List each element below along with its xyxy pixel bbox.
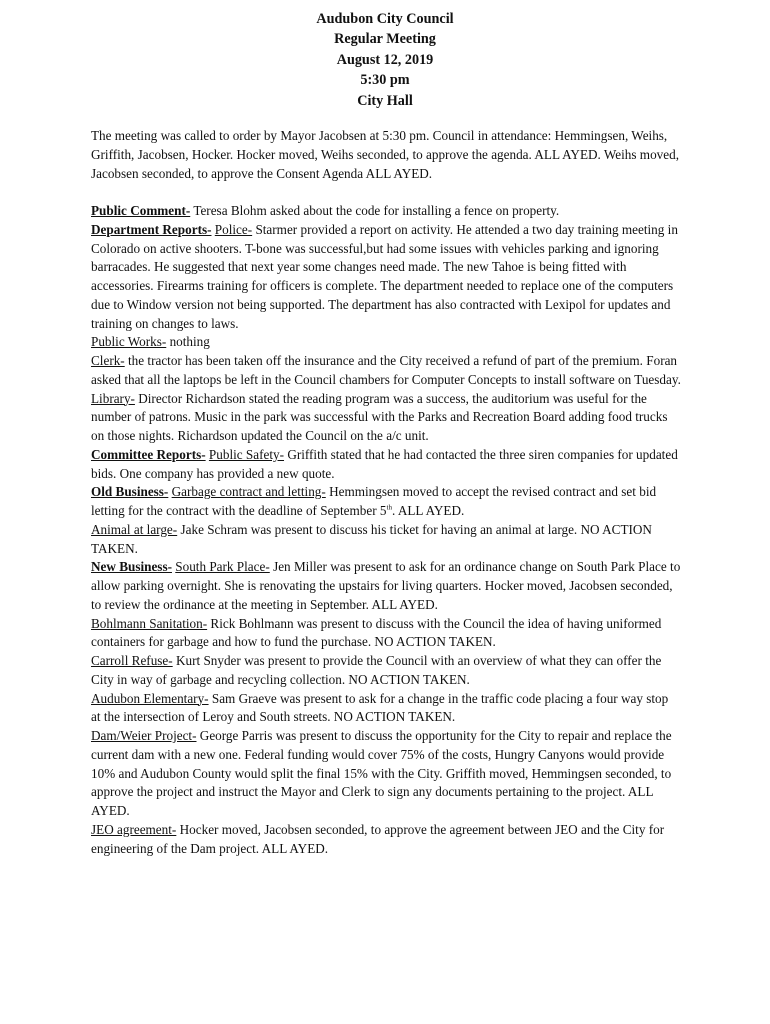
- dam-weier-project-label: Dam/Weier Project-: [91, 728, 197, 743]
- jeo-agreement-text: Hocker moved, Jacobsen seconded, to approve the agreement between JEO and the City for engineering of the Dam project. ALL AYED.: [91, 821, 665, 856]
- public-comment-paragraph: [91, 202, 681, 221]
- old-business-heading: Old Business-: [91, 484, 169, 500]
- public-comment-text: Teresa Blohm asked about the code for installing a fence on property.: [190, 203, 560, 218]
- clerk-text: the tractor has been taken off the insurance and the City received a refund of part of the premium. Foran asked that all the laptops be left in the Council chambers for Computer Concepts to install software on Tuesday.: [91, 353, 681, 387]
- bohlmann-sanitation-text: Rick Bohlmann was present to discuss with the Council the idea of having uniformed containers for garbage and how to fund the purchase. NO ACTION TAKEN.: [91, 615, 662, 650]
- clerk-label: Clerk-: [91, 353, 125, 368]
- jeo-agreement-label: JEO agreement-: [91, 821, 177, 837]
- carroll-refuse-paragraph: [91, 652, 681, 690]
- department-reports-paragraph: [91, 221, 681, 334]
- document-header: [0, 9, 770, 111]
- jeo-agreement-paragraph: [91, 821, 681, 859]
- bohlmann-sanitation-paragraph: [91, 615, 681, 653]
- ordinal-suffix: th: [386, 503, 392, 512]
- committee-reports-paragraph: [91, 446, 681, 484]
- carroll-refuse-label: Carroll Refuse-: [91, 653, 173, 668]
- police-text: Starmer provided a report on activity. He attended a two day training meeting in Colorado on active shooters. T-bone was successful,but had some issues with vehicles parking and ignoring barracades. He suggested that next year some changes need made. The new Tahoe is being fitted with accessories. Firearms training for officers is complete. The department needed to replace one of the computers due to Window version not being supported. The department has also contracted with Lexipol for updates and training on changes to laws.: [91, 221, 678, 331]
- animal-at-large-text: Jake Schram was present to discuss his ticket for having an animal at large. NO ACTION TAKEN.: [91, 521, 652, 556]
- dam-weier-project-paragraph: [91, 727, 681, 821]
- garbage-contract-label: Garbage contract and letting-: [171, 484, 326, 500]
- library-text: Director Richardson stated the reading program was a success, the auditorium was useful for the number of patrons. Music in the park was successful with the Parks and Recreation Board adding food trucks on those nights. Richardson updated the Council on the a/c unit.: [91, 390, 668, 443]
- south-park-place-label: South Park Place-: [175, 559, 270, 575]
- public-safety-text: Griffith stated that he had contacted the three siren companies for updated bids. One company has provided a new quote.: [91, 446, 678, 481]
- committee-reports-heading: Committee Reports-: [91, 446, 206, 462]
- audubon-elementary-paragraph: [91, 690, 681, 728]
- public-works-text: nothing: [166, 334, 210, 350]
- public-safety-label: Public Safety-: [208, 446, 285, 462]
- audubon-elementary-label: Audubon Elementary-: [91, 690, 209, 706]
- garbage-contract-text-end: . ALL AYED.: [391, 503, 465, 518]
- public-works-label: Public Works-: [91, 334, 167, 350]
- library-label: Library-: [91, 390, 135, 406]
- public-comment-heading: Public Comment-: [91, 203, 191, 218]
- new-business-heading: New Business-: [91, 559, 172, 575]
- council-name: Audubon City Council: [316, 11, 454, 27]
- meeting-type: Regular Meeting: [334, 31, 436, 48]
- new-business-paragraph: [91, 558, 681, 614]
- clerk-paragraph: [91, 352, 681, 390]
- animal-at-large-paragraph: [91, 521, 681, 559]
- dam-weier-project-text: George Parris was present to discuss the opportunity for the City to repair and replace the current dam with a new one. Federal funding would cover 75% of the costs, Hungry Canyons would provide 10% and Audubon County would split the final 15% with the City. Griffith moved, Hemmingsen seconded, to approve the project and instruct the Mayor and Clerk to sign any documents pertaining to the project. ALL AYED.: [91, 728, 672, 818]
- meeting-time: 5:30 pm: [360, 72, 410, 89]
- library-paragraph: [91, 390, 681, 446]
- opening-paragraph: The meeting was called to order by Mayor Jacobsen at 5:30 pm. Council in attendance: Hemmingsen, Weihs, Griffith, Jacobsen, Hocker. Hocker moved, Weihs seconded, to approve the agenda. ALL AYED. Weihs moved, Jacobsen seconded, to approve the Consent Agenda ALL AYED.: [91, 128, 679, 181]
- department-reports-heading: Department Reports-: [91, 221, 212, 237]
- audubon-elementary-text: Sam Graeve was present to ask for a change in the traffic code placing a four way stop at the intersection of Leroy and South streets. NO ACTION TAKEN.: [91, 690, 669, 725]
- public-works-paragraph: [91, 333, 681, 352]
- minutes-body: [91, 127, 681, 858]
- police-label: Police-: [214, 221, 253, 237]
- meeting-location: City Hall: [357, 92, 413, 109]
- south-park-place-text: Jen Miller was present to ask for an ordinance change on South Park Place to allow parking overnight. She is renovating the upstairs for living quarters. Hocker moved, Jacobsen seconded, to review the ordinance at the meeting in September. ALL AYED.: [91, 559, 681, 612]
- meeting-date: August 12, 2019: [336, 51, 434, 68]
- old-business-paragraph: [91, 483, 681, 521]
- bohlmann-sanitation-label: Bohlmann Sanitation-: [91, 615, 208, 631]
- paragraph-spacer: [91, 183, 681, 202]
- animal-at-large-label: Animal at large-: [91, 521, 178, 537]
- carroll-refuse-text: Kurt Snyder was present to provide the Council with an overview of what they can offer the City in way of garbage and recycling collection. NO ACTION TAKEN.: [91, 653, 662, 687]
- garbage-contract-text: Hemmingsen moved to accept the revised contract and set bid letting for the contract with the deadline of September 5: [91, 484, 657, 518]
